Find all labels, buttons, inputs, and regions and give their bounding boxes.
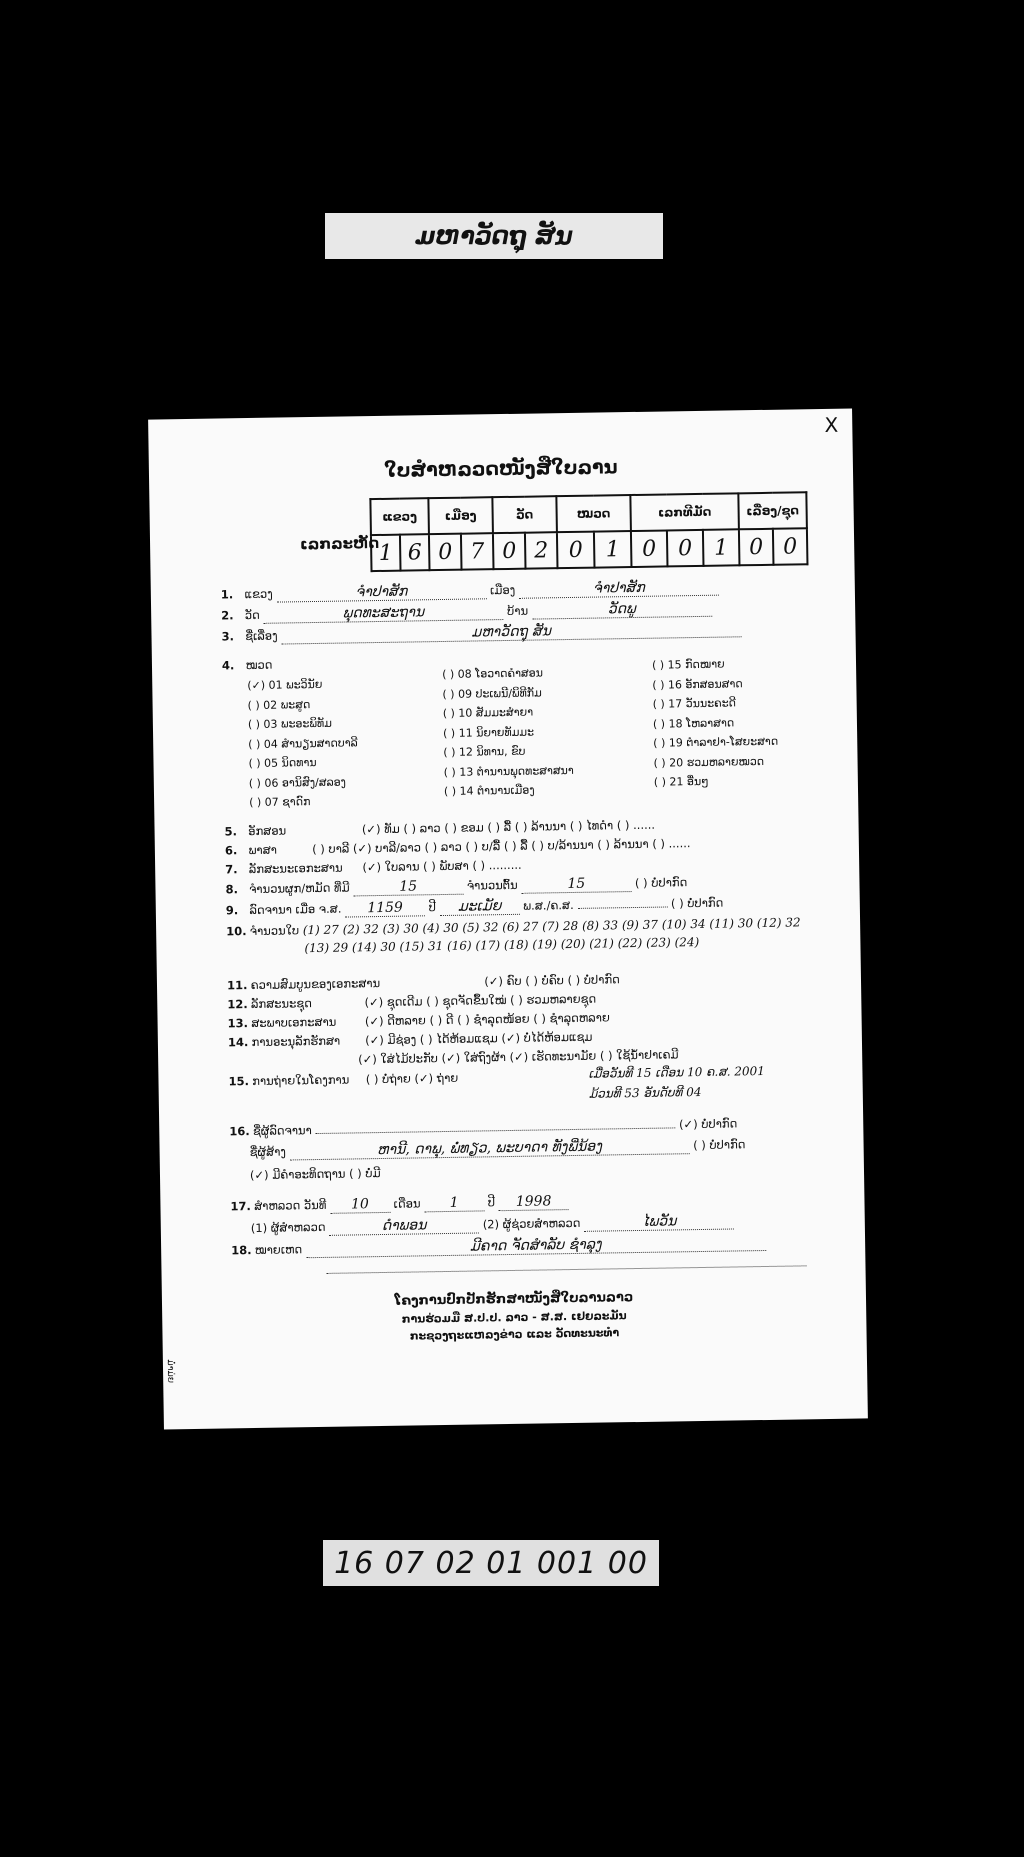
manuscript-title-value: ມຫາວັດຖຸ ສັນ — [281, 620, 741, 644]
field-label: ວັດ — [244, 607, 260, 623]
field-set-type-row: 12. ລັກສະນະຊຸດ (✓) ຊຸດເດີມ ( ) ຊຸດຈັດຂຶ້ນໃໝ່ ( ) ຮວມຫລາຍຊຸດ — [227, 991, 597, 1012]
code-digit: 0 — [557, 532, 595, 569]
category-option: ( ) 19 ຕໍາລາຢາ-ໂສຍະສາດ — [653, 734, 779, 750]
code-digit: 0 — [631, 530, 668, 567]
field-label: ອັກສອນ — [248, 823, 287, 839]
category-option: ( ) 07 ຊາດົກ — [249, 795, 311, 810]
builder-value: ຫານີ, ດາພຸ, ພໍ່ທຽວ, ພະບາດາ ທັງພີ່ນ້ອງ — [289, 1137, 689, 1160]
field-completeness-row: 11. ຄວາມສົມບູນຂອງເອກະສານ (✓) ຄົບ ( ) ບໍ່ຄົບ ( ) ບໍ່ປາກົດ — [226, 972, 620, 993]
category-option: ( ) 20 ຮວມຫລາຍໝວດ — [653, 754, 765, 770]
category-option: ( ) 14 ຕໍານານເມືອງ — [443, 783, 535, 798]
prayer-options: (✓) ມີຄໍາອະທິດຖານ ( ) ບໍ່ມີ — [249, 1166, 381, 1183]
category-option: ( ) 16 ອັກສອນສາດ — [652, 676, 743, 692]
survey-month: 1 — [424, 1194, 484, 1212]
category-option: ( ) 02 ພະສູດ — [247, 697, 311, 712]
filming-roll: ມ້ວນທີ 53 ອັນດັບທີ 04 — [588, 1084, 702, 1101]
code-digit: 6 — [400, 534, 430, 570]
field-label: ແຂວງ — [244, 586, 273, 602]
code-digit: 1 — [594, 531, 632, 568]
field-title-row: 3. ຊື່ເລື່ອງ ມຫາວັດຖຸ ສັນ — [221, 620, 741, 645]
surveyor-value: ດໍາພອນ — [329, 1216, 479, 1235]
field-bundles-row: 8. ຈໍານວນຜູກ/ຫມັດ ທີ່ມີ 15 ຈໍານວນຕົ້ນ 15 ( ) ບໍ່ປາກົດ — [225, 875, 688, 897]
remarks-value: ມີຄາດ ຈັດສໍາລັບ ຊໍາລຸງ — [306, 1234, 766, 1258]
field-label: ໝາຍເຫດ — [254, 1242, 303, 1258]
field-filming-row: 15. ການຖ່າຍໃນໂຄງການ ( ) ບໍ່ຖ່າຍ (✓) ຖ່າຍ — [228, 1070, 459, 1089]
field-label: ລັກສະນະເອກະສານ — [248, 860, 343, 877]
field-script-row: 5. ອັກສອນ (✓) ທັມ ( ) ລາວ ( ) ຂອມ ( ) ລື້ ( ) ລ້ານນາ ( ) ໄທດໍາ ( ) ...... — [224, 817, 656, 839]
code-digit: 1 — [371, 535, 401, 571]
field-label: ຈໍານວນຕົ້ນ — [466, 877, 518, 893]
originals-value: 15 — [521, 875, 631, 894]
category-option: ( ) 18 ໂຫລາສາດ — [652, 715, 735, 731]
code-table — [369, 491, 808, 572]
footer-ministry: ກະຊວງຖະແຫລງຂ່າວ ແລະ ວັດທະນະທໍາ — [409, 1326, 620, 1343]
code-header: ແຂວງ — [370, 498, 429, 535]
code-digit: 2 — [525, 532, 558, 568]
field-label: ການຖ່າຍໃນໂຄງການ — [252, 1072, 350, 1089]
field-doc-type-row: 7. ລັກສະນະເອກະສານ (✓) ໃບລານ ( ) ພັບສາ ( ) ......... — [225, 857, 522, 877]
field-leaves-row: 10. ຈໍານວນໃບ (1) 27 (2) 32 (3) 30 (4) 30 (5) 32 (6) 27 (7) 28 (8) 33 (9) 37 (10) 34 (11) 30 (12) 32 — [226, 915, 801, 939]
code-digit: 0 — [773, 528, 808, 565]
field-builder-row: ຊື່ຜູ້ສ້າງ ຫານີ, ດາພຸ, ພໍ່ທຽວ, ພະບາດາ ທັງພີ່ນ້ອງ ( ) ບໍ່ປາກົດ — [249, 1137, 746, 1160]
category-option: ( ) 08 ໂອວາດຄໍາສອນ — [442, 666, 544, 682]
field-label: ຊື່ເລື່ອງ — [245, 628, 278, 644]
top-title-label: ມຫາວັດຖຸ ສັນ — [325, 213, 663, 259]
doc-type-options: (✓) ໃບລານ ( ) ພັບສາ ( ) ......... — [362, 857, 522, 875]
conservation-options-2: (✓) ໃສ່ໄມ້ປະກັບ (✓) ໃສ່ຖົງຜ້າ (✓) ເຮັດທະນາມັຍ ( ) ໃຊ້ນໍ້າຢາເຄມີ — [358, 1047, 679, 1067]
field-survey-date-row: 17. ສໍາຫລວດ ວັນທີ 10 ເດືອນ 1 ປີ 1998 — [230, 1193, 568, 1215]
assistant-value: ໄພວັນ — [584, 1212, 734, 1231]
field-language-row: 6. ພາສາ ( ) ບາລີ (✓) ບາລີ/ລາວ ( ) ລາວ ( ) ບ/ລື້ ( ) ລື້ ( ) ບ/ລ້ານນາ ( ) ລ້ານນາ ( ) ...... — [224, 836, 691, 858]
field-label: ພາສາ — [248, 842, 278, 858]
code-digit: 0 — [493, 533, 526, 569]
code-header: ໝວດ — [556, 495, 631, 532]
field-label: ສໍາຫລວດ ວັນທີ — [254, 1197, 327, 1214]
leaves-row-2: (13) 29 (14) 30 (15) 31 (16) (17) (18) (19) (20) (21) (22) (23) (24) — [304, 935, 700, 956]
field-label: ໝວດ — [245, 657, 273, 673]
category-option: ( ) 03 ພະອະພິທັມ — [247, 716, 332, 732]
category-option: ( ) 11 ນິຍາຍທັມມະ — [442, 725, 535, 740]
field-label: ການອະນຸລັກຮັກສາ — [251, 1033, 341, 1050]
zodiac-year-value: ມະເມັຍ — [439, 898, 519, 916]
field-label: ລັກສະນະຊຸດ — [250, 996, 313, 1012]
category-option: (✓) 01 ພະວິນັຍ — [247, 677, 323, 693]
category-option: ( ) 05 ນິດທານ — [248, 755, 317, 771]
footer-project: ໂຄງການປົກປັກຮັກສາໜັງສືໃບລານລາວ — [394, 1290, 634, 1309]
temple-value: ພຸດທະສະຖານ — [263, 603, 503, 624]
field-surveyors-row: (1) ຜູ້ສໍາຫລວດ ດໍາພອນ (2) ຜູ້ຊ່ວຍສໍາຫລວດ ໄພວັນ — [251, 1212, 735, 1237]
survey-form-sheet — [148, 409, 868, 1430]
field-label: ລົດຈານາ ເມື່ອ ຈ.ສ. — [249, 901, 342, 918]
code-header: ເມືອງ — [428, 497, 493, 534]
code-digit: 0 — [739, 529, 774, 566]
script-options: (✓) ທັມ ( ) ລາວ ( ) ຂອມ ( ) ລື້ ( ) ລ້ານນາ ( ) ໄທດໍາ ( ) ...... — [361, 817, 656, 837]
category-option: ( ) 21 ອື່ນໆ — [653, 774, 709, 789]
bottom-code-label: 16 07 02 01 001 00 — [323, 1540, 659, 1586]
field-label: ຊື່ຜູ້ລົດຈານາ — [252, 1123, 312, 1139]
category-option: ( ) 04 ສໍານຽນສາດບາລີ — [248, 735, 358, 751]
category-option: ( ) 06 ອານິສົງ/ສລອງ — [248, 775, 347, 790]
category-option: ( ) 10 ສັມມະສໍາຍາ — [442, 705, 534, 720]
code-digit: 1 — [703, 529, 740, 566]
village-value: ວັດພູ — [532, 600, 712, 620]
code-header: ເລື່ອງ/ຊຸດ — [738, 492, 807, 529]
language-options: ( ) ບາລີ (✓) ບາລີ/ລາວ ( ) ລາວ ( ) ບ/ລື້ ( ) ລື້ ( ) ບ/ລ້ານນາ ( ) ລ້ານນາ ( ) ...... — [312, 836, 691, 857]
field-condition-row: 13. ສະພາບເອກະສານ (✓) ດີຫລາຍ ( ) ດີ ( ) ຊໍາລຸດໜ້ອຍ ( ) ຊໍາລຸດຫລາຍ — [227, 1010, 610, 1031]
field-label: ຊື່ຜູ້ສ້າງ — [249, 1144, 287, 1160]
field-label: ບ້ານ — [507, 603, 529, 618]
category-col-1 — [247, 674, 359, 812]
field-label: ຈໍານວນໃບ — [249, 923, 300, 939]
category-option: ( ) 13 ຕໍານານພຸດທະສາສນາ — [443, 763, 574, 779]
code-digit: 0 — [429, 534, 462, 570]
category-col-3 — [652, 654, 779, 792]
code-label: ເລກລະຫັດ — [299, 533, 380, 554]
category-col-2 — [442, 663, 574, 802]
code-digit: 7 — [461, 533, 494, 569]
field-sponsor-row: 16. ຊື່ຜູ້ລົດຈານາ (✓) ບໍ່ປາກົດ — [229, 1116, 738, 1139]
category-option: ( ) 09 ປະເພນີ/ພິທີກັມ — [442, 685, 542, 701]
field-temple-row: 2. ວັດ ພຸດທະສະຖານ ບ້ານ ວັດພູ — [221, 600, 712, 625]
field-date-row: 9. ລົດຈານາ ເມື່ອ ຈ.ສ. 1159 ປີ ມະເມັຍ ພ.ສ./ຄ.ສ. ( ) ບໍ່ປາກົດ — [225, 895, 724, 918]
field-label: ຈໍານວນຜູກ/ຫມັດ ທີ່ມີ — [249, 880, 350, 897]
code-digit: 0 — [667, 530, 704, 567]
category-option: ( ) 12 ນິທານ, ຂົບ — [443, 744, 526, 759]
category-option: ( ) 17 ວັນນະຄະດີ — [652, 696, 737, 711]
district-value: ຈໍາປາສັກ — [519, 579, 719, 599]
footer-cooperation: ການຮ່ວມມື ສ.ປ.ປ. ລາວ - ສ.ສ. ເຢຍລະມັນ — [401, 1309, 627, 1326]
field-label: ເມືອງ — [489, 582, 516, 598]
survey-year: 1998 — [499, 1193, 569, 1211]
edge-note: ມໍ່າມ່ຍ — [164, 1359, 176, 1384]
category-option: ( ) 15 ກົດໝາຍ — [651, 657, 725, 672]
field-label: ສະພາບເອກະສານ — [251, 1014, 337, 1031]
field-conservation-row: 14. ການອະນຸລັກຮັກສາ (✓) ມີຊ່ອງ ( ) ໄດ້ຫ້ອມແຊມ (✓) ບໍ່ໄດ້ຫ້ອມແຊມ — [227, 1029, 593, 1050]
code-header: ວັດ — [492, 496, 557, 533]
field-remarks-row: 18. ໝາຍເຫດ ມີຄາດ ຈັດສໍາລັບ ຊໍາລຸງ — [231, 1234, 766, 1259]
field-category-row: 4. ໝວດ — [221, 657, 273, 673]
field-label: ຄວາມສົມບູນຂອງເອກະສານ — [250, 976, 381, 993]
bundles-value: 15 — [353, 878, 463, 897]
leaves-row-1: (1) 27 (2) 32 (3) 30 (4) 30 (5) 32 (6) 27 (7) 28 (8) 33 (9) 37 (10) 34 (11) 30 (12) 32 — [302, 915, 801, 938]
field-province-row: 1. ແຂວງ ຈໍາປາສັກ ເມືອງ ຈໍາປາສັກ — [221, 579, 719, 604]
corner-mark: X — [824, 412, 839, 437]
filming-date: ເມື່ອວັນທີ 15 ເດືອນ 10 ຄ.ສ. 2001 — [588, 1063, 765, 1081]
code-header: ເລກທີມັດ — [630, 493, 739, 531]
cs-year-value: 1159 — [345, 899, 425, 917]
survey-day: 10 — [330, 1196, 390, 1214]
form-title: ໃບສໍາຫລວດໜັງສືໃບລານ — [384, 456, 618, 482]
province-value: ຈໍາປາສັກ — [276, 582, 486, 602]
